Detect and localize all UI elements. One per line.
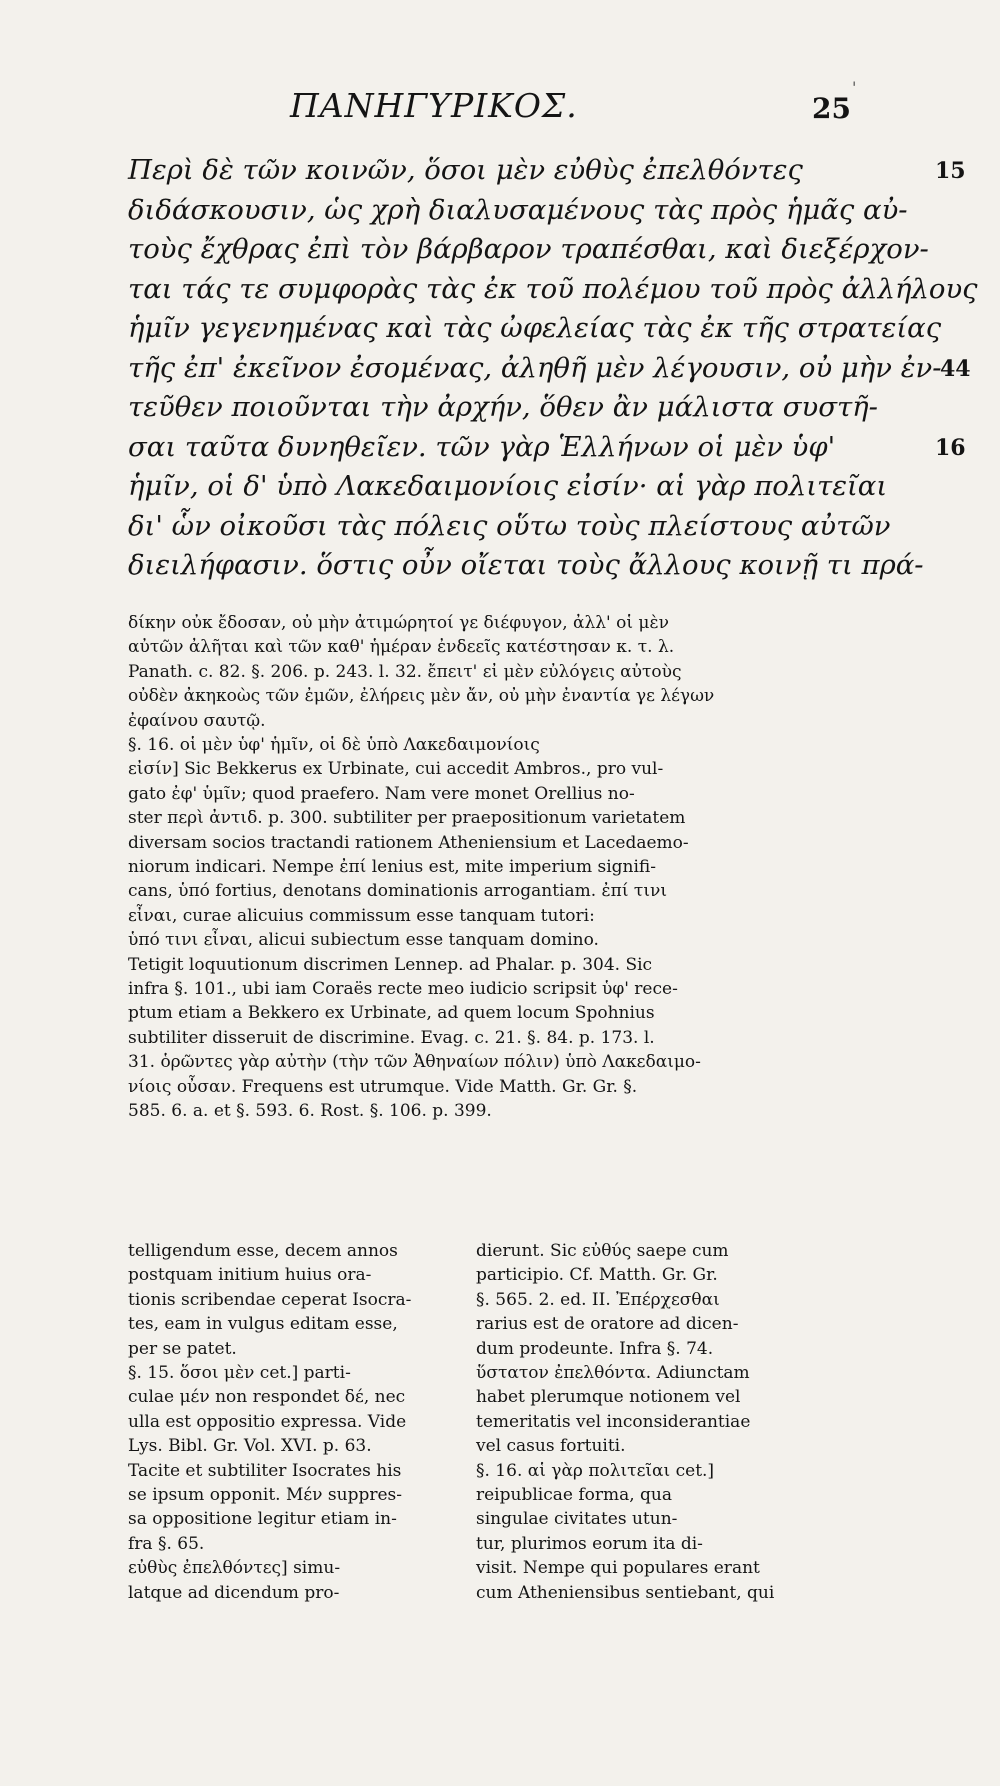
- footnote-column-line: postquam initium huius ora-: [128, 1265, 372, 1286]
- footnote-column-line: telligendum esse, decem annos: [128, 1241, 398, 1261]
- margin-number: 15: [935, 158, 966, 184]
- footnote-column-line: singulae civitates utun-: [476, 1509, 678, 1530]
- footnote-column-line: temeritatis vel inconsiderantiae: [476, 1411, 751, 1432]
- footnote-line: diversam socios tractandi rationem Atheniensium et Lacedaemo-: [128, 832, 689, 853]
- footnote-line: Panath. c. 82. §. 206. p. 243. l. 32. ἔπειτ' εἰ μὲν εὐλόγεις αὐτοὺς: [128, 661, 682, 682]
- footnote-column-line: dierunt. Sic εὐθύς saepe cum: [476, 1241, 729, 1261]
- footnote-line: §. 16. οἱ μὲν ὑφ' ἡμῖν, οἱ δὲ ὑπὸ Λακεδαιμονίοις: [128, 735, 540, 755]
- footnote-column-line: tes, eam in vulgus editam esse,: [128, 1314, 398, 1335]
- main-text-line: σαι ταῦτα δυνηθεῖεν. τῶν γὰρ Ἑλλήνων οἱ μὲν ὑφ': [128, 430, 836, 463]
- footnote-column-line: Tacite et subtiliter Isocrates his: [128, 1460, 402, 1481]
- footnote-line: ptum etiam a Bekkero ex Urbinate, ad quem locum Spohnius: [128, 1003, 655, 1024]
- footnote-column-line: rarius est de oratore ad dicen-: [476, 1314, 739, 1335]
- footnote-column-line: tur, plurimos eorum ita di-: [476, 1533, 703, 1554]
- footnote-line: niorum indicari. Nempe ἐπί lenius est, mite imperium signifi-: [128, 857, 657, 877]
- footnote-column-line: cum Atheniensibus sentiebant, qui: [476, 1582, 775, 1603]
- footnote-column-line: sa oppositione legitur etiam in-: [128, 1509, 397, 1530]
- footnote-column-line: ὕστατον ἐπελθόντα. Adiunctam: [476, 1363, 750, 1383]
- margin-number: 16: [935, 434, 966, 461]
- footnote-column-line: εὐθὺς ἐπελθόντες] simu-: [128, 1558, 341, 1579]
- margin-number: 44: [940, 355, 971, 382]
- footnote-line: ἐφαίνου σαυτῷ.: [128, 710, 266, 731]
- main-text-line: διδάσκουσιν, ὡς χρὴ διαλυσαμένους τὰς πρὸς ἡμᾶς αὐ-: [128, 193, 908, 226]
- footnote-line: ὑπό τινι εἶναι, alicui subiectum esse tanquam domino.: [128, 930, 599, 951]
- footnote-line: οὐδὲν ἀκηκοὼς τῶν ἐμῶν, ἐλήρεις μὲν ἄν, οὐ μὴν ἐναντία γε λέγων: [128, 686, 715, 707]
- footnote-column-line: ulla est oppositio expressa. Vide: [128, 1411, 407, 1432]
- footnote-line: εἶναι, curae alicuius commissum esse tanquam tutori:: [128, 905, 595, 926]
- footnote-column-line: participio. Cf. Matth. Gr. Gr.: [476, 1265, 718, 1286]
- footnote-column-line: culae μέν non respondet δέ, nec: [128, 1387, 406, 1408]
- footnote-column-line: visit. Nempe qui populares erant: [476, 1558, 760, 1579]
- footnote-line: Tetigit loquutionum discrimen Lennep. ad Phalar. p. 304. Sic: [128, 954, 653, 975]
- footnote-line: 585. 6. a. et §. 593. 6. Rost. §. 106. p. 399.: [128, 1101, 492, 1121]
- footnote-line: νίοις οὖσαν. Frequens est utrumque. Vide Matth. Gr. Gr. §.: [128, 1076, 638, 1097]
- running-title: ΠΑΝΗΓΥΡΙΚΟΣ.: [290, 86, 578, 125]
- footnote-line: gato ἐφ' ὑμῖν; quod praefero. Nam vere monet Orellius no-: [128, 783, 635, 804]
- main-text-line: τοὺς ἔχθρας ἐπὶ τὸν βάρβαρον τραπέσθαι, καὶ διεξέρχον-: [128, 233, 929, 265]
- footnote-line: αὐτῶν ἀλῆται καὶ τῶν καθ' ἡμέραν ἐνδεεῖς κατέστησαν κ. τ. λ.: [128, 637, 675, 658]
- page-number: 25: [812, 92, 851, 125]
- main-text-line: ἡμῖν γεγενημένας καὶ τὰς ὠφελείας τὰς ἐκ τῆς στρατείας: [128, 312, 942, 344]
- main-text-line: Περὶ δὲ τῶν κοινῶν, ὅσοι μὲν εὐθὺς ἐπελθόντες: [128, 154, 803, 186]
- main-text-line: τεῦθεν ποιοῦνται τὴν ἀρχήν, ὅθεν ἂν μάλιστα συστῆ-: [128, 391, 878, 423]
- main-text-line: ἡμῖν, οἱ δ' ὑπὸ Λακεδαιμονίοις εἰσίν· αἱ γὰρ πολιτεῖαι: [128, 470, 888, 502]
- footnote-column-line: §. 15. ὅσοι μὲν cet.] parti-: [128, 1363, 351, 1383]
- footnote-column-line: Lys. Bibl. Gr. Vol. XVI. p. 63.: [128, 1436, 372, 1457]
- footnote-line: 31. ὁρῶντες γὰρ αὐτὴν (τὴν τῶν Ἀθηναίων πόλιν) ὑπὸ Λακεδαιμο-: [128, 1052, 701, 1073]
- footnote-column-line: §. 16. αἱ γὰρ πολιτεῖαι cet.]: [476, 1460, 715, 1481]
- corner-mark: ': [852, 78, 857, 97]
- footnote-line: cans, ὑπό fortius, denotans dominationis arrogantiam. ἐπί τινι: [128, 881, 667, 902]
- main-text-line: ται τάς τε συμφορὰς τὰς ἐκ τοῦ πολέμου τοῦ πρὸς ἀλλήλους: [128, 272, 978, 305]
- footnote-column-line: habet plerumque notionem vel: [476, 1387, 741, 1408]
- main-text-line: τῆς ἐπ' ἐκεῖνον ἐσομένας, ἀληθῆ μὲν λέγουσιν, οὐ μὴν ἐν-: [128, 351, 942, 384]
- footnote-column-line: tionis scribendae ceperat Isocra-: [128, 1289, 412, 1310]
- footnote-column-line: per se patet.: [128, 1338, 237, 1359]
- main-text-line: δι' ὧν οἰκοῦσι τὰς πόλεις οὕτω τοὺς πλείστους αὐτῶν: [128, 509, 891, 542]
- footnote-column-line: se ipsum opponit. Μέν suppres-: [128, 1485, 403, 1505]
- footnote-column-line: fra §. 65.: [128, 1533, 205, 1554]
- footnote-line: ster περὶ ἀντιδ. p. 300. subtiliter per praepositionum varietatem: [128, 808, 686, 829]
- footnote-column-line: latque ad dicendum pro-: [128, 1582, 340, 1603]
- footnote-column-line: dum prodeunte. Infra §. 74.: [476, 1338, 714, 1359]
- main-text-line: διειλήφασιν. ὅστις οὖν οἴεται τοὺς ἄλλους κοινῇ τι πρά-: [128, 549, 924, 581]
- footnote-line: subtiliter disseruit de discrimine. Evag. c. 21. §. 84. p. 173. l.: [128, 1027, 655, 1048]
- footnote-line: εἰσίν] Sic Bekkerus ex Urbinate, cui accedit Ambros., pro vul-: [128, 759, 664, 780]
- footnote-column-line: vel casus fortuiti.: [476, 1436, 626, 1457]
- footnote-line: infra §. 101., ubi iam Coraës recte meo iudicio scripsit ὑφ' rece-: [128, 979, 678, 999]
- footnote-column-line: §. 565. 2. ed. II. Ἐπέρχεσθαι: [476, 1289, 720, 1310]
- footnote-column-line: reipublicae forma, qua: [476, 1485, 673, 1505]
- footnote-line: δίκην οὐκ ἔδοσαν, οὐ μὴν ἀτιμώρητοί γε διέφυγον, ἀλλ' οἱ μὲν: [128, 613, 669, 633]
